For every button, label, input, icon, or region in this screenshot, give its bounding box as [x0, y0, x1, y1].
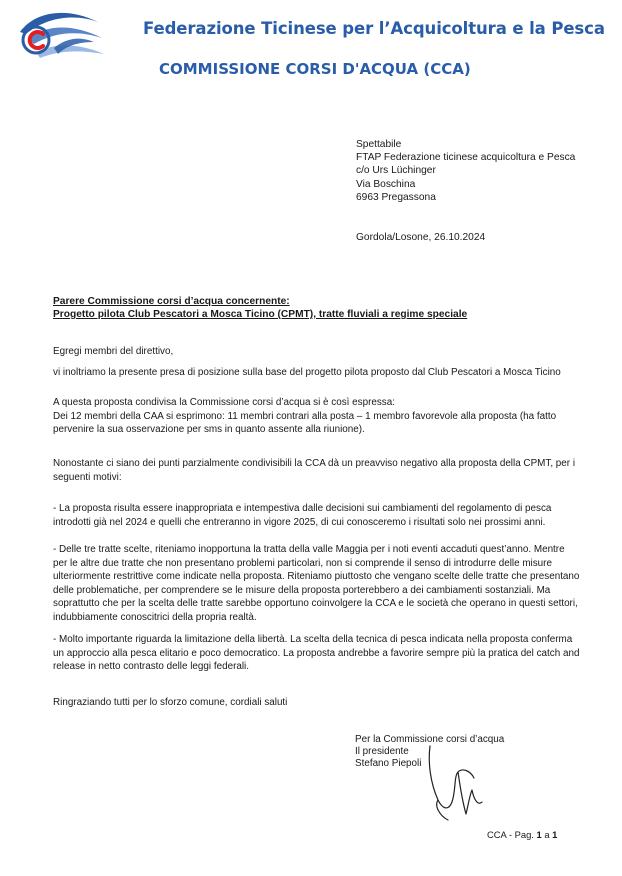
subject-line-2: Progetto pilota Club Pescatori a Mosca Ticino (CPMT), tratte fluviali a regime speciale	[53, 309, 468, 320]
intro-paragraph	[53, 366, 573, 380]
footer-page-total: 1	[552, 829, 558, 840]
recipient-line: 6963 Pregassona	[356, 191, 436, 203]
paragraph-line: - Molto importante riguarda la limitazione della libertà. La scelta della tecnica di pesca indicata nella proposta conferma	[53, 634, 573, 645]
paragraph-line: - La proposta risulta essere inappropriata e intempestiva dalle decisioni sui cambiamenti del regolamento di pesca	[53, 503, 552, 514]
paragraph-line: per le altre due tratte che non presentano problemi particolari, non si comprende il senso di introdurre delle misure	[53, 557, 552, 569]
footer-prefix: CCA - Pag.	[487, 829, 534, 840]
closing	[53, 696, 573, 710]
reason-3-paragraph	[53, 633, 580, 674]
handwritten-signature	[418, 742, 498, 824]
salutation-text: Egregi membri del direttivo,	[53, 346, 174, 357]
paragraph-line: seguenti motivi:	[53, 471, 122, 483]
paragraph-line: Nonostante ci siano dei punti parzialmente condivisibili la CCA dà un preavviso negativo alla proposta della CPMT, per i	[53, 458, 576, 469]
federation-logo	[14, 8, 106, 66]
paragraph-line: un approccio alla pesca elitario e poco democratico. La proposta andrebbe a favorire sempre più la pratica del catch and	[53, 647, 580, 659]
reason-1-paragraph	[53, 502, 573, 529]
place-date: Gordola/Losone, 26.10.2024	[356, 232, 486, 243]
subject-line-1: Parere Commissione corsi d’acqua concernente:	[53, 296, 290, 307]
closing-text: Ringraziando tutti per lo sforzo comune, cordiali saluti	[53, 697, 288, 708]
reasons-intro-paragraph	[53, 457, 576, 484]
footer-separator: a	[544, 829, 550, 840]
paragraph-line: introdotti già nel 2024 e quelli che entreranno in vigore 2025, di cui conosceremo i risultati solo nei prossimi anni.	[53, 516, 546, 528]
recipient-address	[356, 138, 575, 204]
signature-line: Stefano Piepoli	[355, 757, 422, 769]
paragraph-line: A questa proposta condivisa la Commissione corsi d’acqua si è così espressa:	[53, 397, 395, 408]
paragraph-line: ulteriormente restrittive come indicate nella proposta. Riteniamo piuttosto che vengano scelte delle tratte che presentano	[53, 571, 580, 583]
vote-paragraph	[53, 396, 573, 437]
paragraph-line: release in netto contrasto delle leggi federali.	[53, 661, 249, 673]
paragraph-line: indubbiamente conoscitrici della propria realtà.	[53, 611, 257, 623]
paragraph-line: - Delle tre tratte scelte, riteniamo inopportuna la tratta della valle Maggia per i noti eventi accaduti quest’anno. Mentre	[53, 544, 565, 555]
paragraph-line: Dei 12 membri della CAA si esprimono: 11 membri contrari alla posta – 1 membro favorevole alla proposta (ha fatto	[53, 410, 557, 422]
reason-2-paragraph	[53, 543, 580, 625]
salutation	[53, 345, 573, 359]
paragraph-line: delle problematiche, per comprendere se le misure della proposta porterebbero a dei cambiamenti sostanziali. Ma	[53, 584, 551, 596]
subject	[53, 295, 467, 321]
paragraph-line: pervenire la sua osservazione per sms in quanto assente alla riunione).	[53, 424, 365, 436]
signature-line: Il presidente	[355, 745, 409, 757]
signature-line: Per la Commissione corsi d’acqua	[355, 734, 505, 745]
intro-text: vi inoltriamo la presente presa di posizione sulla base del progetto pilota proposto dal Club Pescatori a Mosca Ticino	[53, 367, 561, 378]
recipient-line: FTAP Federazione ticinese acquicoltura e Pesca	[356, 152, 576, 164]
recipient-line: Via Boschina	[356, 178, 416, 190]
recipient-line: Spettabile	[356, 139, 402, 150]
footer-page-number: 1	[536, 829, 542, 840]
organization-name: Federazione Ticinese per l’Acquicoltura e la Pesca	[143, 19, 605, 38]
commission-title: COMMISSIONE CORSI D'ACQUA (CCA)	[159, 60, 471, 78]
paragraph-line: soprattutto che per la scelta delle tratte sarebbe opportuno coinvolgere la CCA e le società che operano in questi settori,	[53, 598, 578, 610]
page-footer	[487, 829, 557, 840]
recipient-line: c/o Urs Lüchinger	[356, 165, 436, 177]
